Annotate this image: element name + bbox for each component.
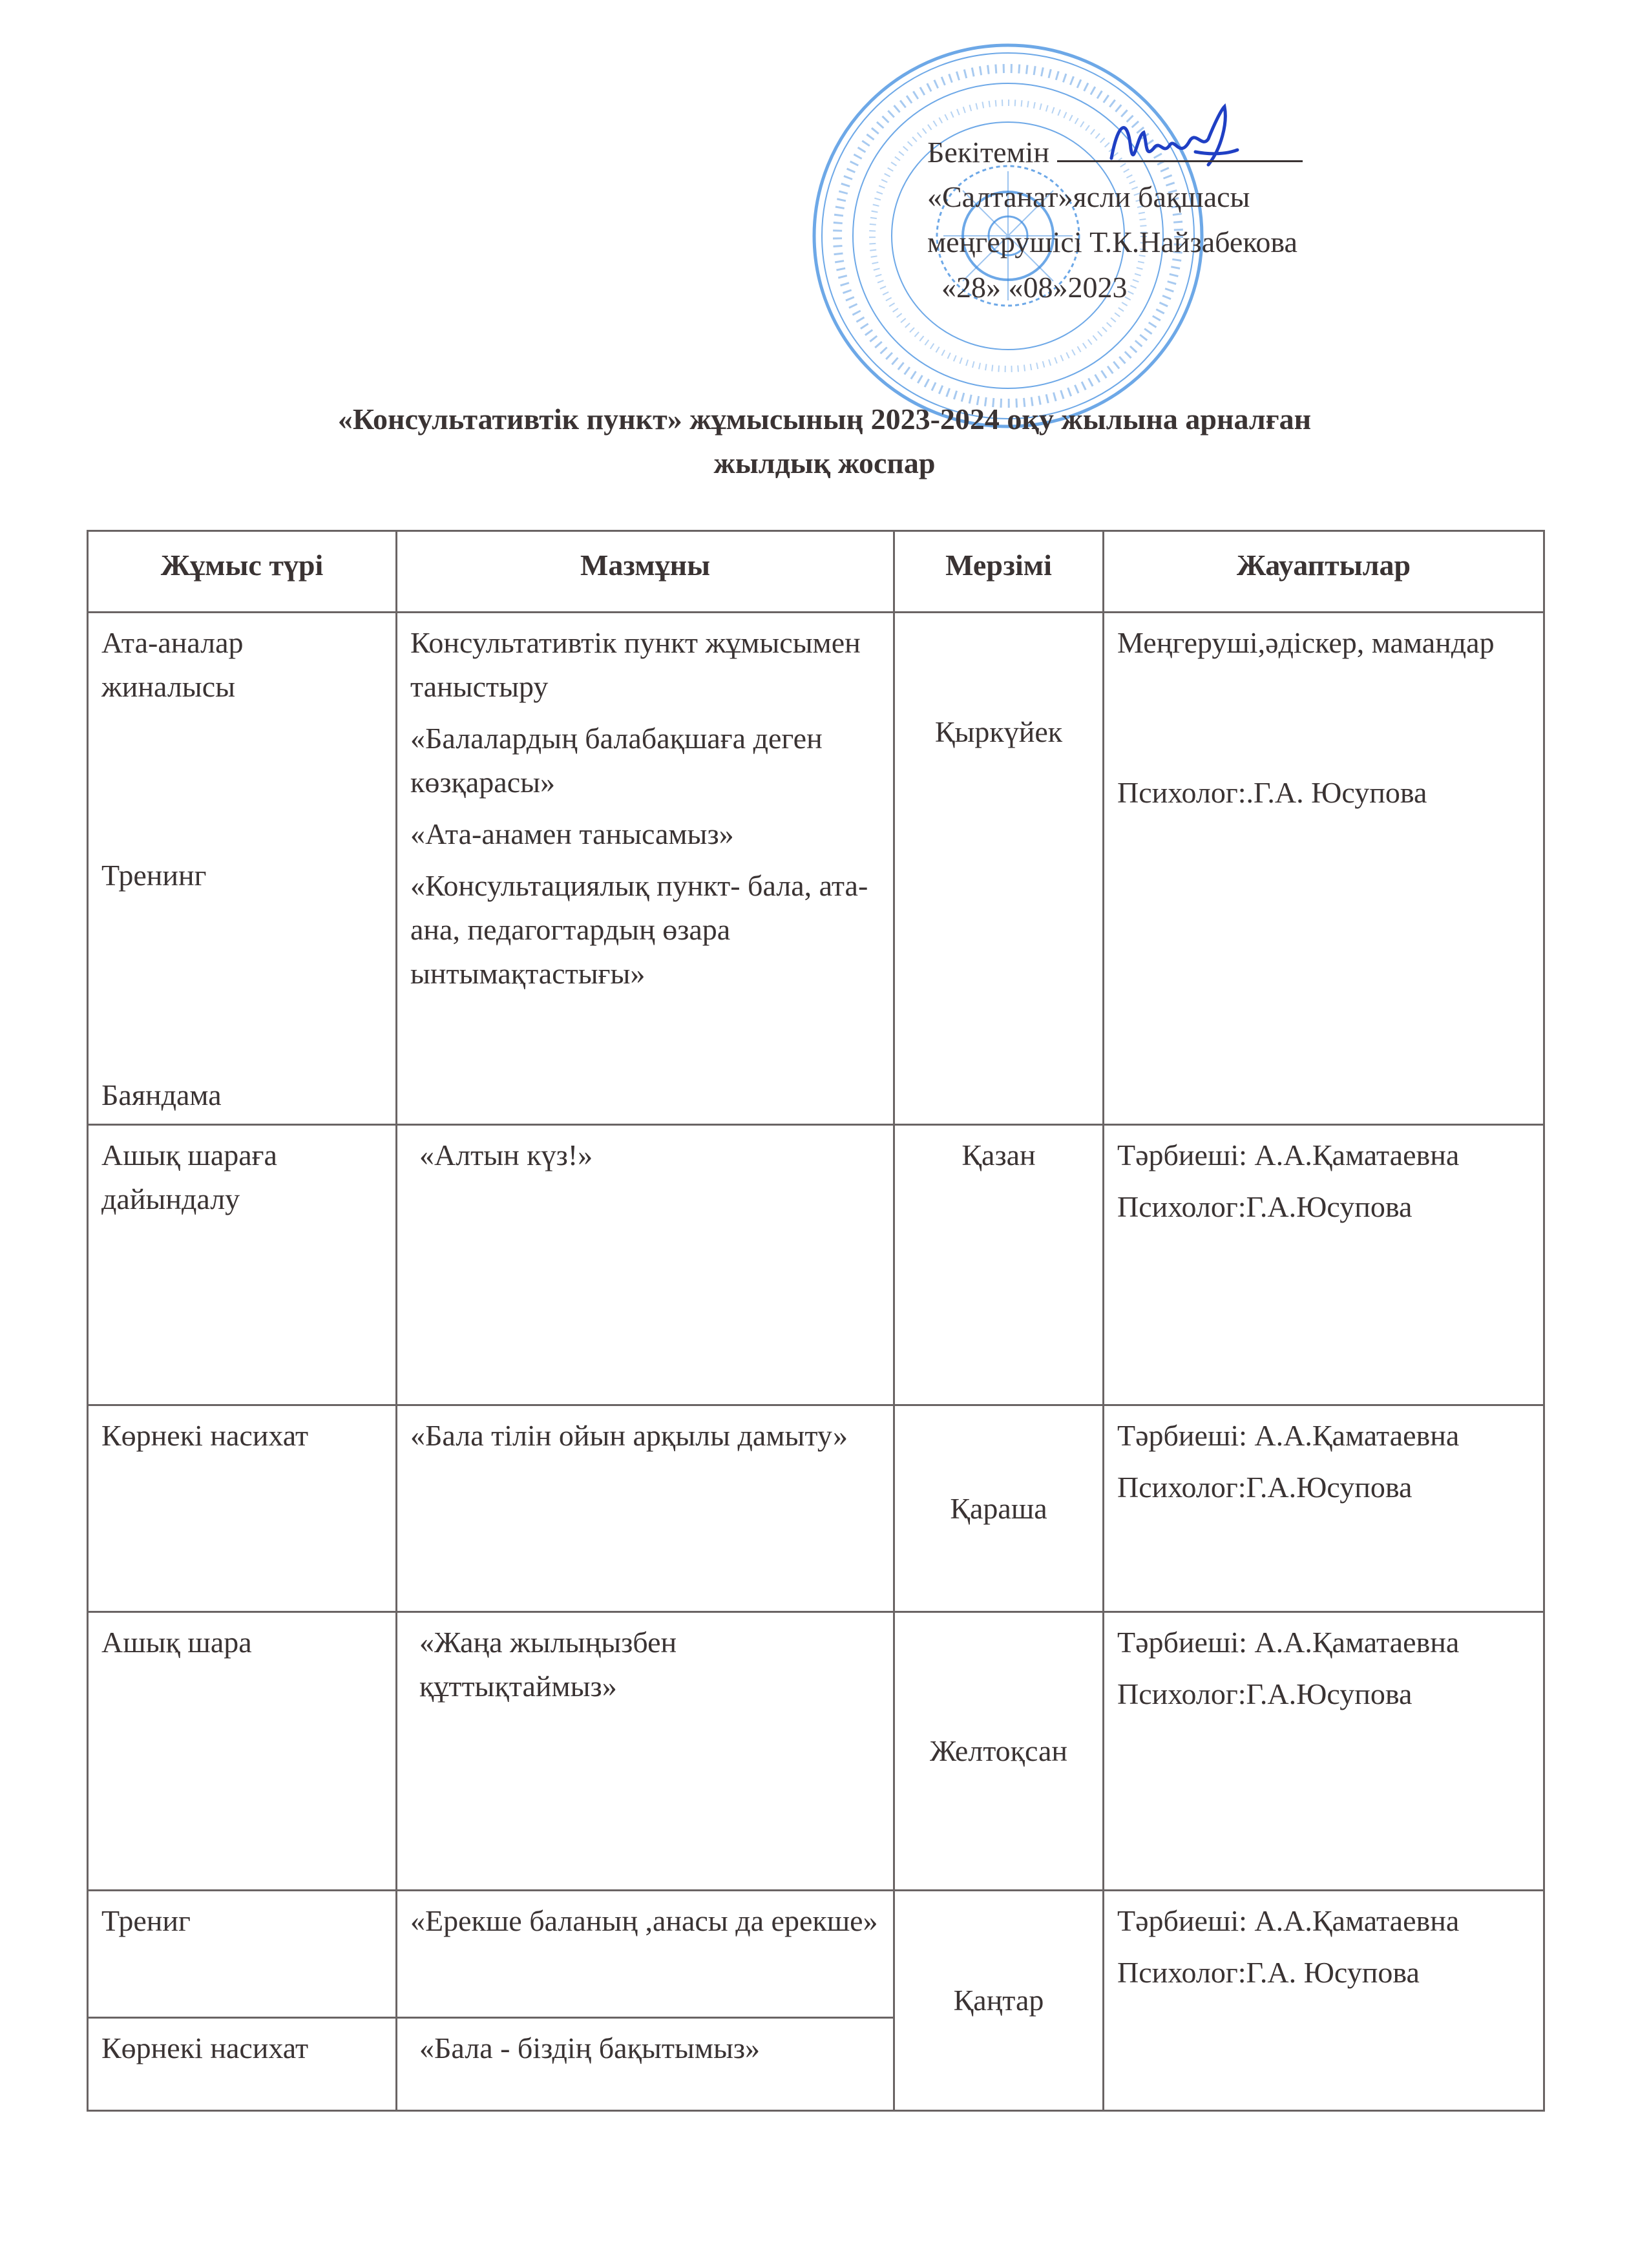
content-item: «Бала тілін ойын арқылы дамыту» (410, 1419, 848, 1452)
work-type-item: Көрнекі насихат (101, 2032, 309, 2064)
cell-content (397, 1612, 894, 1891)
responsible-item: Тәрбиеші: А.А.Қаматаевна (1117, 1904, 1460, 1937)
work-type-item: Тренинг (101, 859, 207, 892)
header-responsible: Жауаптылар (1104, 531, 1544, 613)
responsible-item: Психолог:Г.А.Юсупова (1117, 1677, 1413, 1710)
content-item: Консультативтік пункт жұмысымен таныстыру (410, 626, 861, 703)
content-item: «Алтын күз!» (419, 1139, 593, 1171)
cell-content (397, 1891, 894, 2018)
content-item: «Балалардың балабақшаға деген көзқарасы» (410, 722, 823, 799)
period-value: Қазан (961, 1139, 1036, 1171)
cell-responsible (1104, 1891, 1544, 2111)
title-line-1: «Консультативтік пункт» жұмысының 2023-2024 оқу жылына арналған (337, 403, 1312, 436)
cell-content (397, 1405, 894, 1612)
content-item: «Бала - біздің бақытымыз» (419, 2032, 761, 2064)
header-content: Мазмұны (397, 531, 894, 613)
cell-period: Желтоқсан (894, 1612, 1104, 1891)
work-type-item: Көрнекі насихат (101, 1419, 309, 1452)
cell-work-type (88, 1405, 397, 1612)
approval-block (927, 129, 1303, 310)
table-row (88, 1891, 1544, 2018)
work-type-item: Ата-аналар жиналысы (101, 626, 244, 703)
work-type-item: Трениг (101, 1904, 191, 1937)
responsible-item: Психолог:Г.А.Юсупова (1117, 1471, 1413, 1504)
cell-period: Қараша (894, 1405, 1104, 1612)
cell-responsible (1104, 1405, 1544, 1612)
cell-responsible (1104, 613, 1544, 1125)
table-row (88, 613, 1544, 1125)
signature-line (1057, 129, 1303, 162)
responsible-item: Меңгеруші,әдіскер, мамандар (1117, 626, 1495, 659)
cell-work-type (88, 1612, 397, 1891)
table-row (88, 1125, 1544, 1405)
content-item: «Ата-анамен танысамыз» (410, 817, 734, 850)
cell-period: Қаңтар (894, 1891, 1104, 2111)
cell-period (894, 1125, 1104, 1405)
responsible-item: Тәрбиеші: А.А.Қаматаевна (1117, 1139, 1460, 1171)
cell-period: Қыркүйек (894, 613, 1104, 1125)
table-row (88, 1612, 1544, 1891)
responsible-item: Психолог:Г.А.Юсупова (1117, 1190, 1413, 1223)
institution-name: «Салтанат»ясли бақшасы (927, 180, 1250, 213)
table-row (88, 1405, 1544, 1612)
title-line-2: жылдық жоспар (713, 446, 936, 479)
cell-work-type (88, 1891, 397, 2018)
approve-label: Бекітемін (927, 136, 1049, 169)
approval-date: «28» «08»2023 (941, 271, 1128, 304)
table-header-row (88, 531, 1544, 613)
header-period: Мерзімі (894, 531, 1104, 613)
header-work-type: Жұмыс түрі (88, 531, 397, 613)
cell-work-type (88, 1125, 397, 1405)
responsible-item: Тәрбиеші: А.А.Қаматаевна (1117, 1626, 1460, 1659)
content-item: «Жаңа жылыңызбен құттықтаймыз» (419, 1626, 677, 1703)
work-type-item: Ашық шараға дайындалу (101, 1139, 277, 1215)
cell-content (397, 1125, 894, 1405)
work-type-item: Ашық шара (101, 1626, 252, 1659)
cell-responsible (1104, 1612, 1544, 1891)
responsible-item: Психолог:.Г.А. Юсупова (1117, 776, 1427, 809)
responsible-item: Тәрбиеші: А.А.Қаматаевна (1117, 1419, 1460, 1452)
cell-work-type (88, 613, 397, 1125)
work-type-item: Баяндама (101, 1078, 222, 1111)
responsible-item: Психолог:Г.А. Юсупова (1117, 1956, 1420, 1989)
cell-content (397, 2018, 894, 2111)
cell-work-type (88, 2018, 397, 2111)
annual-plan-table (87, 530, 1545, 2112)
document-title (0, 397, 1649, 485)
cell-content (397, 613, 894, 1125)
content-item: «Ерекше баланың ,анасы да ерекше» (410, 1904, 878, 1937)
content-item: «Консультациялық пункт- бала, ата-ана, педагогтардың өзара ынтымақтастығы» (410, 869, 868, 990)
head-name: меңгерушісі Т.К.Найзабекова (927, 226, 1297, 258)
cell-responsible (1104, 1125, 1544, 1405)
